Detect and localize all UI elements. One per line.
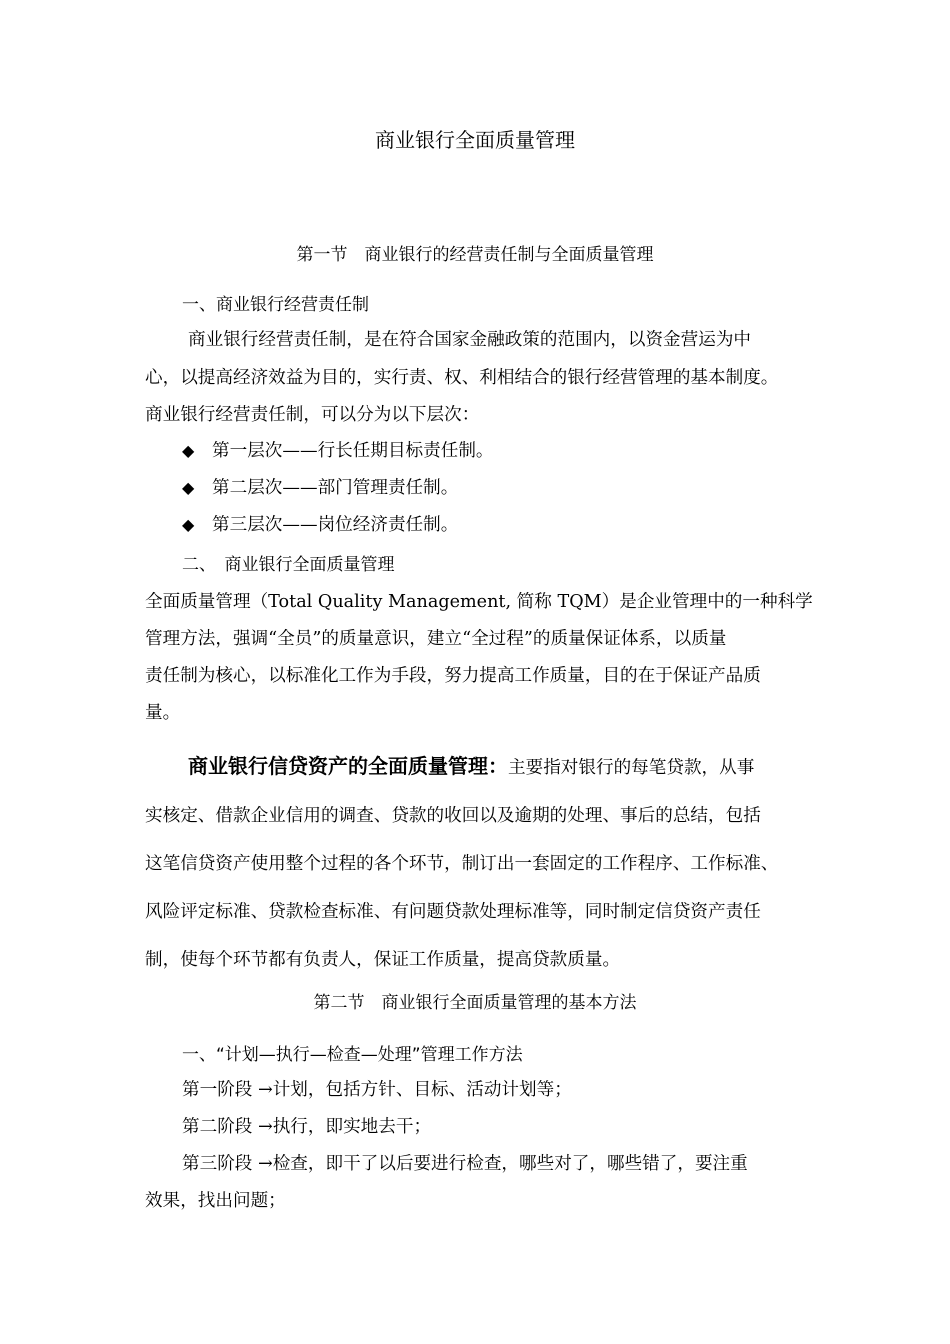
diamond-bullet-icon: ◆: [182, 515, 195, 534]
paragraph-line: 心，以提高经济效益为目的，实行责、权、利相结合的银行经营管理的基本制度。: [145, 368, 779, 388]
paragraph-line: 这笔信贷资产使用整个过程的各个环节，制订出一套固定的工作程序、工作标准、: [145, 854, 779, 874]
paragraph-line: 商业银行经营责任制，是在符合国家金融政策的范围内，以资金营运为中: [188, 330, 752, 350]
bullet-item: [182, 437, 494, 462]
bullet-text: 第二层次——部门管理责任制。: [212, 478, 459, 498]
paragraph-line: 制，使每个环节都有负责人，保证工作质量，提高贷款质量。: [145, 950, 621, 970]
bullet-text: 第一层次——行长任期目标责任制。: [212, 441, 494, 461]
paragraph-line: 管理方法，强调“全员”的质量意识，建立“全过程”的质量保证体系，以质量: [145, 629, 727, 649]
stage-line-continuation: 效果，找出问题；: [145, 1191, 286, 1211]
paragraph-line: 商业银行经营责任制，可以分为以下层次：: [145, 405, 480, 425]
diamond-bullet-icon: ◆: [182, 478, 195, 497]
paragraph-line: 责任制为核心，以标准化工作为手段，努力提高工作质量，目的在于保证产品质: [145, 666, 761, 686]
stage-line: 第三阶段 →检查，即干了以后要进行检查，哪些对了，哪些错了，要注重: [182, 1154, 748, 1174]
bullet-item: [182, 474, 458, 499]
diamond-bullet-icon: ◆: [182, 441, 195, 460]
section2-heading: 第二节 商业银行全面质量管理的基本方法: [313, 993, 637, 1013]
paragraph-line: 全面质量管理（Total Quality Management, 简称 TQM）是企业管理中的一种科学: [145, 592, 813, 612]
paragraph-line: 实核定、借款企业信用的调查、贷款的收回以及逾期的处理、事后的总结，包括: [145, 806, 761, 826]
stage-line: 第二阶段 →执行，即实地去干；: [182, 1117, 432, 1137]
bullet-text: 第三层次——岗位经济责任制。: [212, 515, 459, 535]
credit-lead-term: 商业银行信贷资产的全面质量管理：: [188, 754, 508, 778]
credit-first-line-text: 主要指对银行的每笔贷款，从事: [508, 758, 755, 778]
section1-sub2-heading: 二、 商业银行全面质量管理: [182, 555, 395, 575]
section1-sub1-heading: 一、商业银行经营责任制: [182, 295, 369, 315]
paragraph-line: 量。: [145, 703, 181, 723]
bullet-item: [182, 511, 458, 536]
section1-heading: 第一节 商业银行的经营责任制与全面质量管理: [296, 245, 654, 265]
section2-sub1-heading: 一、“计划—执行—检查—处理”管理工作方法: [182, 1045, 523, 1065]
document-title: 商业银行全面质量管理: [375, 128, 575, 152]
credit-paragraph-first-line: [188, 750, 754, 779]
stage-line: 第一阶段 →计划，包括方针、目标、活动计划等；: [182, 1080, 572, 1100]
paragraph-line: 风险评定标准、贷款检查标准、有问题贷款处理标准等，同时制定信贷资产责任: [145, 902, 761, 922]
